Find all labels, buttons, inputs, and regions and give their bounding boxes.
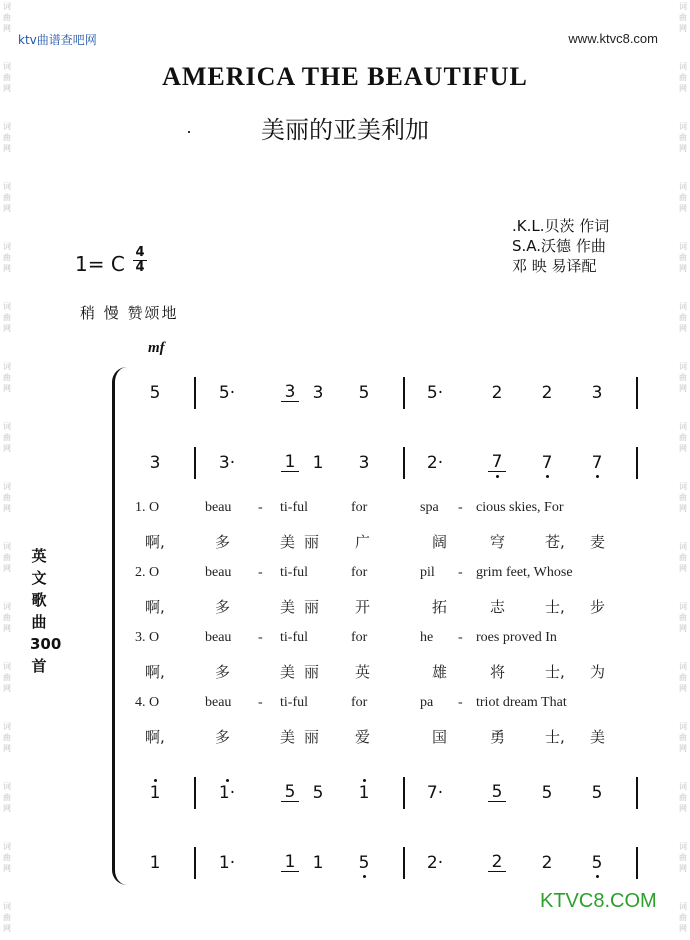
lyric-cn: 丽 [304,663,320,681]
harmony1-note: 7 [488,453,506,472]
lyric-en: - [258,565,263,580]
watermark-glyph: 曲 [3,493,11,502]
watermark-glyph: 词 [679,242,687,251]
melody2-note: 5 [312,783,324,803]
watermark-glyph: 网 [3,804,11,813]
watermark-glyph: 网 [3,324,11,333]
credits [512,216,609,276]
watermark-glyph: 网 [3,264,11,273]
lyric-en: - [458,565,463,580]
lyric-cn: 多 [215,598,231,616]
watermark-glyph: 网 [3,384,11,393]
watermark-glyph: 词 [679,542,687,551]
octave-dot-high [226,779,229,782]
lyric-en: - [258,500,263,515]
watermark-glyph: 词 [3,362,11,371]
melody1-note: 5 [149,383,161,403]
watermark-glyph: 曲 [3,433,11,442]
melody2-note: 1 [149,783,161,803]
title-dot [188,131,190,133]
watermark-glyph: 网 [679,504,687,513]
melody2-note: 1· [218,783,236,803]
watermark-glyph: 网 [679,924,687,933]
lyric-cn: 志 [490,598,506,616]
harmony1-note: 1 [312,453,324,473]
time-signature [133,246,147,275]
lyric-en: for [351,630,368,645]
lyric-cn: 丽 [304,598,320,616]
watermark-glyph: 曲 [3,13,11,22]
melody1-note: 2 [491,383,503,403]
harmony1-note: 1 [281,453,299,472]
watermark-glyph: 网 [3,144,11,153]
lyric-en: beau [205,695,232,710]
harmony1-note: 3· [218,453,236,473]
watermark-glyph: 曲 [3,913,11,922]
lyric-cn: 步 [590,598,606,616]
watermark-glyph: 曲 [679,193,687,202]
watermark-glyph: 曲 [679,853,687,862]
watermark-glyph: 网 [3,624,11,633]
lyric-en: 3. O [135,630,160,645]
tempo-marking: 稍 慢 赞颂地 [80,304,179,322]
watermark-glyph: 曲 [3,673,11,682]
watermark-glyph: 词 [3,602,11,611]
watermark-glyph: 网 [679,384,687,393]
lyric-cn: 苍, [545,533,565,551]
watermark-glyph: 词 [679,902,687,911]
harmony2-note: 5 [358,853,370,873]
watermark-glyph: 曲 [679,133,687,142]
watermark-glyph: 词 [679,362,687,371]
octave-dot-low [596,475,599,478]
lyric-en: - [458,695,463,710]
lyric-en: beau [205,500,232,515]
watermark-glyph: 词 [679,122,687,131]
watermark-glyph: 词 [3,122,11,131]
watermark-glyph: 曲 [679,673,687,682]
lyric-en: 1. O [135,500,160,515]
harmony2-barline [403,847,405,879]
watermark-glyph: 曲 [3,373,11,382]
watermark-glyph: 网 [3,24,11,33]
watermark-glyph: 词 [3,482,11,491]
watermark-glyph: 词 [679,722,687,731]
watermark-glyph: 词 [679,842,687,851]
lyric-cn: 啊, [145,663,165,681]
watermark-glyph: 词 [679,62,687,71]
lyric-en: beau [205,630,232,645]
lyric-cn: 美 [280,598,296,616]
book-label: 英文歌曲300首 [30,547,62,675]
watermark-glyph: 网 [3,744,11,753]
octave-dot-high [363,779,366,782]
dynamic-marking: mf [148,340,165,356]
watermark-glyph: 曲 [679,553,687,562]
octave-dot-low [596,875,599,878]
lyric-en: ti-ful [280,500,308,515]
lyric-en: pa [420,695,434,710]
lyric-cn: 雄 [432,663,448,681]
lyric-en: - [458,500,463,515]
melody1-note: 5· [218,383,236,403]
watermark-glyph: 网 [3,504,11,513]
melody1-note: 3 [312,383,324,403]
song-subtitle: 美丽的亚美利加 [261,116,429,144]
lyric-cn: 士, [545,598,565,616]
watermark-glyph: 网 [679,444,687,453]
harmony1-barline [636,447,638,479]
melody2-note: 5 [541,783,553,803]
lyric-en: triot dream That [476,695,567,710]
harmony2-note: 1 [281,853,299,872]
harmony1-barline [194,447,196,479]
octave-dot-low [546,475,549,478]
time-bottom: 4 [133,260,147,275]
watermark-glyph: 词 [3,302,11,311]
melody2-note: 1 [358,783,370,803]
lyric-cn: 国 [432,728,448,746]
melody1-note: 2 [541,383,553,403]
lyric-cn: 多 [215,663,231,681]
harmony2-note: 1 [312,853,324,873]
harmony1-note: 7 [541,453,553,473]
lyric-en: grim feet, Whose [476,565,573,580]
watermark-glyph: 网 [3,444,11,453]
octave-dot-high [154,779,157,782]
lyric-cn: 穹 [490,533,506,551]
melody1-note: 3 [281,383,299,402]
watermark-glyph: 曲 [3,613,11,622]
lyric-cn: 广 [355,533,371,551]
watermark-glyph: 词 [679,302,687,311]
watermark-glyph: 曲 [3,853,11,862]
watermark-glyph: 网 [679,684,687,693]
lyric-cn: 拓 [432,598,448,616]
octave-dot-low [363,875,366,878]
watermark-glyph: 词 [3,902,11,911]
watermark-glyph: 词 [679,602,687,611]
lyric-en: roes proved In [476,630,557,645]
melody1-barline [403,377,405,409]
lyric-cn: 多 [215,728,231,746]
lyric-en: beau [205,565,232,580]
watermark-glyph: 词 [3,242,11,251]
watermark-glyph: 网 [679,324,687,333]
watermark-glyph: 曲 [3,193,11,202]
harmony2-note: 2 [541,853,553,873]
brand-logo: KTVC8.COM [540,890,657,912]
watermark-glyph: 曲 [679,373,687,382]
lyric-cn: 开 [355,598,371,616]
watermark-glyph: 词 [679,662,687,671]
melody1-note: 5 [358,383,370,403]
lyric-en: for [351,695,368,710]
watermark-glyph: 词 [3,782,11,791]
watermark-glyph: 网 [3,684,11,693]
lyric-en: he [420,630,434,645]
lyricist-credit: .K.L.贝茨 作词 [512,217,610,235]
lyric-cn: 美 [280,533,296,551]
lyric-en: - [258,695,263,710]
lyric-en: ti-ful [280,695,308,710]
time-top: 4 [135,245,145,260]
watermark-glyph: 曲 [3,553,11,562]
watermark-glyph: 网 [679,144,687,153]
watermark-glyph: 词 [3,842,11,851]
lyric-en: 4. O [135,695,160,710]
lyric-en: spa [420,500,439,515]
watermark-glyph: 曲 [679,733,687,742]
lyric-cn: 麦 [590,533,606,551]
lyric-cn: 美 [590,728,606,746]
lyric-cn: 丽 [304,533,320,551]
lyric-en: ti-ful [280,565,308,580]
watermark-glyph: 曲 [679,253,687,262]
watermark-glyph: 网 [679,564,687,573]
harmony2-note: 2· [426,853,444,873]
harmony2-note: 5 [591,853,603,873]
composer-credit: S.A.沃德 作曲 [512,237,606,255]
watermark-glyph: 词 [679,482,687,491]
melody2-barline [636,777,638,809]
lyric-cn: 美 [280,728,296,746]
lyric-en: ti-ful [280,630,308,645]
lyric-cn: 勇 [490,728,506,746]
harmony2-barline [636,847,638,879]
site-url-right: www.ktvc8.com [568,31,658,46]
watermark-glyph: 曲 [679,313,687,322]
watermark-glyph: 曲 [3,793,11,802]
watermark-glyph: 曲 [3,733,11,742]
harmony1-note: 3 [358,453,370,473]
lyric-cn: 士, [545,728,565,746]
lyric-cn: 将 [490,663,506,681]
watermark-glyph: 网 [3,84,11,93]
watermark-glyph: 词 [3,542,11,551]
watermark-glyph: 曲 [3,313,11,322]
watermark-glyph: 网 [679,624,687,633]
melody1-note: 3 [591,383,603,403]
harmony2-note: 1· [218,853,236,873]
watermark-glyph: 曲 [679,493,687,502]
lyric-cn: 啊, [145,598,165,616]
lyric-cn: 英 [355,663,371,681]
lyric-cn: 爱 [355,728,371,746]
harmony1-note: 7 [591,453,603,473]
watermark-glyph: 词 [679,182,687,191]
watermark-glyph: 曲 [679,73,687,82]
lyric-cn: 士, [545,663,565,681]
lyric-en: pil [420,565,435,580]
watermark-glyph: 词 [3,722,11,731]
system-brace [112,367,127,885]
melody2-barline [403,777,405,809]
melody2-note: 7· [426,783,444,803]
watermark-glyph: 词 [3,62,11,71]
watermark-glyph: 曲 [679,793,687,802]
watermark-glyph: 曲 [3,73,11,82]
watermark-glyph: 网 [679,744,687,753]
melody1-barline [636,377,638,409]
watermark-glyph: 曲 [679,913,687,922]
site-name-left: ktv曲谱查吧网 [18,33,97,47]
watermark-glyph: 曲 [3,133,11,142]
lyric-cn: 为 [590,663,606,681]
harmony1-barline [403,447,405,479]
watermark-glyph: 词 [3,662,11,671]
lyric-cn: 阔 [432,533,448,551]
lyric-en: for [351,565,368,580]
lyric-cn: 啊, [145,533,165,551]
melody2-note: 5 [591,783,603,803]
lyric-cn: 多 [215,533,231,551]
melody2-note: 5 [488,783,506,802]
watermark-glyph: 词 [3,182,11,191]
harmony1-note: 3 [149,453,161,473]
watermark-glyph: 曲 [679,433,687,442]
watermark-glyph: 曲 [3,253,11,262]
melody2-note: 5 [281,783,299,802]
lyric-cn: 啊, [145,728,165,746]
song-title: AMERICA THE BEAUTIFUL [162,62,528,91]
lyric-en: for [351,500,368,515]
watermark-glyph: 词 [3,2,11,11]
watermark-glyph: 词 [679,422,687,431]
harmony2-note: 2 [488,853,506,872]
lyric-en: - [258,630,263,645]
melody2-barline [194,777,196,809]
lyric-en: cious skies, For [476,500,564,515]
lyric-cn: 丽 [304,728,320,746]
lyric-en: 2. O [135,565,160,580]
watermark-glyph: 网 [3,204,11,213]
watermark-glyph: 曲 [679,613,687,622]
watermark-glyph: 词 [679,2,687,11]
watermark-glyph: 网 [679,204,687,213]
key-signature: 1= C [75,252,125,276]
watermark-glyph: 网 [679,804,687,813]
lyric-cn: 美 [280,663,296,681]
harmony2-note: 1 [149,853,161,873]
watermark-glyph: 网 [3,924,11,933]
watermark-glyph: 网 [3,864,11,873]
watermark-glyph: 曲 [679,13,687,22]
translator-credit: 邓 映 易译配 [512,257,597,275]
harmony1-note: 2· [426,453,444,473]
watermark-glyph: 网 [679,24,687,33]
melody1-barline [194,377,196,409]
harmony2-barline [194,847,196,879]
watermark-glyph: 网 [679,264,687,273]
melody1-note: 5· [426,383,444,403]
lyric-en: - [458,630,463,645]
octave-dot-low [496,475,499,478]
watermark-glyph: 网 [3,564,11,573]
watermark-glyph: 网 [679,864,687,873]
watermark-glyph: 词 [3,422,11,431]
watermark-glyph: 网 [679,84,687,93]
watermark-glyph: 词 [679,782,687,791]
